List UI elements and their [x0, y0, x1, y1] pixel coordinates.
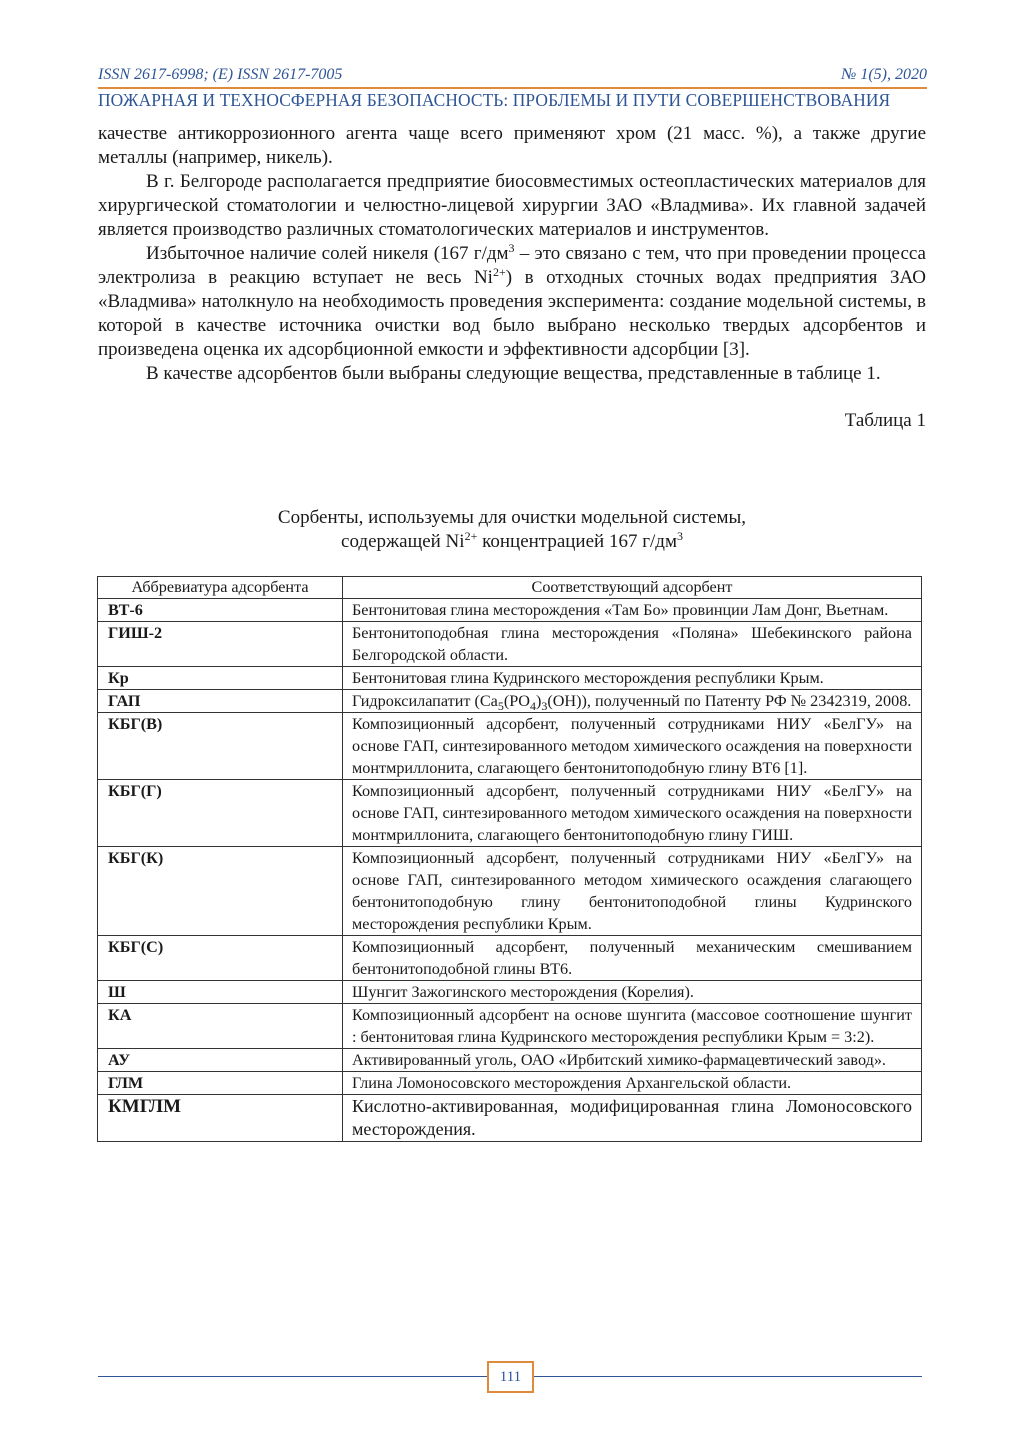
desc-cell: Шунгит Зажогинского месторождения (Корелия). [343, 981, 922, 1004]
running-header [98, 66, 927, 86]
desc-cell: Композиционный адсорбент, полученный сотрудниками НИУ «БелГУ» на основе ГАП, синтезированного методом химического осаждения на поверхности монтмриллонита, слагающего бентонитоподобную глину ГИШ. [343, 780, 922, 847]
table-row [98, 599, 922, 622]
table-row [98, 690, 922, 713]
desc-cell: Композиционный адсорбент, полученный сотрудниками НИУ «БелГУ» на основе ГАП, синтезированного методом химического осаждения на поверхности монтмриллонита, слагающего бентонитоподобную глину ВТ6 [1]. [343, 713, 922, 780]
paragraph-3: Избыточное наличие солей никеля (167 $г/дм^3$ – это связано с тем, что при проведении процесса электролиза в реакцию вступает не весь $Ni^{2+}$) в отходных сточных водах предприятия ЗАО «Владмива» натолкнуло на необходимость проведения эксперимента: создание модельной системы, в которой в качестве источника очистки вод было выбрано несколько твердых адсорбентов и произведена оценка их адсорбционной емкости и эффективности адсорбции [3]. [98, 241, 926, 360]
abbr-cell: КБГ(Г) [98, 780, 343, 847]
table-row [98, 713, 922, 780]
journal-title: ПОЖАРНАЯ И ТЕХНОСФЕРНАЯ БЕЗОПАСНОСТЬ: ПРОБЛЕМЫ И ПУТИ СОВЕРШЕНСТВОВАНИЯ [98, 90, 891, 110]
desc-cell: Композиционный адсорбент, полученный сотрудниками НИУ «БелГУ» на основе ГАП, синтезированного методом химического осаждения слагающего бентонитоподобную глину бентонитоподобной глины Кудринского месторождения республики Крым. [343, 847, 922, 936]
table-header-row [98, 577, 922, 599]
abbr-cell: ГИШ-2 [98, 622, 343, 667]
table-row [98, 622, 922, 667]
desc-cell: Композиционный адсорбент на основе шунгита (массовое соотношение шунгит : бентонитовая глина Кудринского месторождения республики Крым = 3:2). [343, 1004, 922, 1049]
table-row [98, 780, 922, 847]
paragraph-4: В качестве адсорбентов были выбраны следующие вещества, представленные в таблице 1. [146, 363, 881, 384]
desc-cell: Бентонитовая глина Кудринского месторождения республики Крым. [343, 667, 922, 690]
desc-cell: Гидроксилапатит $(Ca_5(PO_4)_3(OH))$, полученный по Патенту РФ № 2342319, 2008. [343, 690, 922, 713]
sorbents-table [97, 576, 922, 1142]
issue-number: № 1(5), 2020 [841, 66, 927, 83]
abbr-cell: ВТ-6 [98, 599, 343, 622]
abbr-cell: КМГЛМ [98, 1095, 343, 1142]
desc-cell: Активированный уголь, ОАО «Ирбитский химико-фармацевтический завод». [343, 1049, 922, 1072]
abbr-cell: ГАП [98, 690, 343, 713]
caption-line-1: Сорбенты, используемы для очистки модельной системы, [277, 507, 747, 528]
desc-cell: Композиционный адсорбент, полученный механическим смешиванием бентонитоподобной глины ВТ6. [343, 936, 922, 981]
table-row [98, 847, 922, 936]
desc-cell: Кислотно-активированная, модифицированная глина Ломоносовского месторождения. [343, 1095, 922, 1142]
paragraph-1: качестве антикоррозионного агента чаще всего применяют хром (21 масс. %), а также другие металлы (например, никель). [98, 123, 926, 168]
table-row [98, 667, 922, 690]
table-row [98, 936, 922, 981]
table-row [98, 1004, 922, 1049]
header-divider [98, 87, 927, 89]
abbr-cell: КБГ(В) [98, 713, 343, 780]
abbr-cell: КБГ(С) [98, 936, 343, 981]
header-abbreviation: Аббревиатура адсорбента [98, 577, 343, 599]
caption-line-2: содержащей $Ni^{2+}$ концентрацией 167 $г/дм^3$ [341, 529, 683, 552]
desc-cell: Бентонитовая глина месторождения «Там Бо» провинции Лам Донг, Вьетнам. [343, 599, 922, 622]
abbr-cell: Кр [98, 667, 343, 690]
table-label: Таблица 1 [844, 410, 926, 431]
table-caption [98, 506, 926, 554]
abbr-cell: КБГ(К) [98, 847, 343, 936]
abbr-cell: Ш [98, 981, 343, 1004]
abbr-cell: ГЛМ [98, 1072, 343, 1095]
table-row [98, 981, 922, 1004]
issn-text: ISSN 2617-6998; (E) ISSN 2617-7005 [98, 66, 343, 83]
article-body [98, 122, 926, 433]
table-row [98, 1049, 922, 1072]
header-adsorbent: Соответствующий адсорбент [343, 577, 922, 599]
paragraph-2: В г. Белгороде располагается предприятие биосовместимых остеопластических материалов для хирургической стоматологии и челюстно-лицевой хирургии ЗАО «Владмива». Их главной задачей является производство различных стоматологических материалов и инструментов. [98, 171, 926, 240]
table-row [98, 1095, 922, 1142]
desc-cell: Глина Ломоносовского месторождения Архангельской области. [343, 1072, 922, 1095]
table-row [98, 1072, 922, 1095]
abbr-cell: АУ [98, 1049, 343, 1072]
abbr-cell: КА [98, 1004, 343, 1049]
desc-cell: Бентонитоподобная глина месторождения «Поляна» Шебекинского района Белгородской области. [343, 622, 922, 667]
page-number: 111 [487, 1361, 534, 1393]
